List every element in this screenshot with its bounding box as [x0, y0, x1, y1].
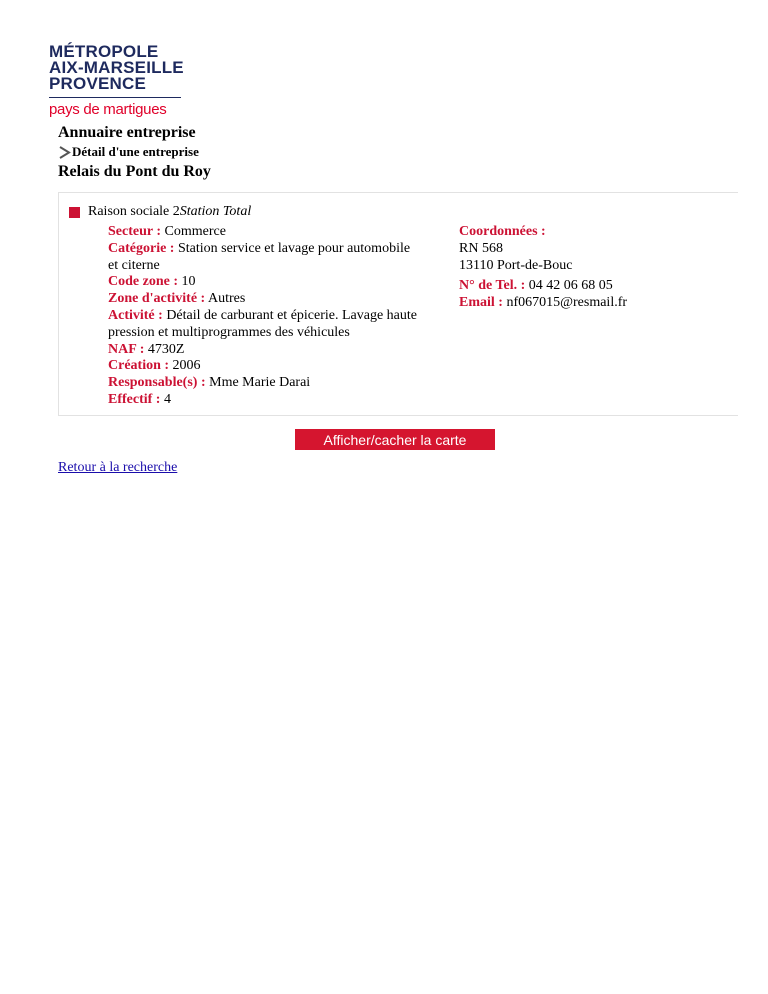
categorie-value: Station service et lavage pour automobile et citerne [108, 240, 411, 273]
raison-sociale [69, 204, 251, 220]
metropole-logo [49, 44, 189, 118]
logo-line-2: AIX-MARSEILLE [49, 58, 184, 77]
raison-sociale-value: Station Total [179, 204, 252, 219]
raison-sociale-label: Raison sociale 2 [88, 204, 180, 219]
responsable-value: Mme Marie Darai [209, 375, 311, 391]
logo-divider [49, 97, 181, 98]
field-telephone [459, 278, 729, 295]
field-effectif [108, 392, 418, 409]
field-responsable [108, 375, 418, 392]
breadcrumb-label: Détail d'une entreprise [72, 144, 199, 159]
field-creation [108, 358, 418, 375]
field-email [459, 295, 729, 312]
company-detail-card [58, 192, 738, 416]
naf-value: 4730Z [147, 341, 185, 357]
field-naf [108, 342, 418, 359]
categorie-label: Catégorie : [108, 240, 175, 256]
logo-line-1: MÉTROPOLE [49, 42, 159, 61]
creation-value: 2006 [172, 358, 201, 374]
breadcrumb [58, 144, 199, 160]
field-categorie [108, 241, 418, 275]
field-zone-activite [108, 291, 418, 308]
coordonnees-label: Coordonnées : [459, 224, 546, 239]
back-to-search-link[interactable]: Retour à la recherche [58, 460, 178, 475]
logo-line-3: PROVENCE [49, 74, 147, 93]
email-value: nf067015@resmail.fr [506, 295, 628, 311]
effectif-label: Effectif : [108, 391, 161, 407]
field-code-zone [108, 274, 418, 291]
naf-label: NAF : [108, 341, 145, 357]
code-zone-label: Code zone : [108, 274, 178, 290]
field-secteur [108, 224, 418, 241]
secteur-value: Commerce [164, 224, 226, 239]
page-title: Annuaire entreprise [58, 124, 196, 141]
contact-info [459, 224, 729, 312]
company-fields [108, 224, 418, 409]
address-line-1: RN 568 [459, 240, 503, 256]
company-name: Relais du Pont du Roy [58, 163, 211, 180]
zone-activite-label: Zone d'activité : [108, 291, 206, 307]
logo-subtitle: pays de martigues [49, 101, 167, 118]
activite-value: Détail de carburant et épicerie. Lavage haute pression et multiprogrammes des véhicules [108, 307, 417, 340]
zone-activite-value: Autres [207, 291, 246, 307]
code-zone-value: 10 [181, 274, 196, 290]
activite-label: Activité : [108, 307, 163, 323]
telephone-value: 04 42 06 68 05 [528, 278, 613, 294]
chevron-right-icon [58, 146, 71, 159]
toggle-map-button[interactable]: Afficher/cacher la carte [295, 429, 495, 450]
square-bullet-icon [69, 207, 80, 218]
email-label: Email : [459, 295, 503, 311]
telephone-label: N° de Tel. : [459, 278, 526, 294]
creation-label: Création : [108, 358, 170, 374]
address-line-2: 13110 Port-de-Bouc [459, 257, 573, 273]
secteur-label: Secteur : [108, 224, 161, 239]
field-activite [108, 308, 418, 342]
responsable-label: Responsable(s) : [108, 375, 206, 391]
effectif-value: 4 [163, 391, 171, 407]
